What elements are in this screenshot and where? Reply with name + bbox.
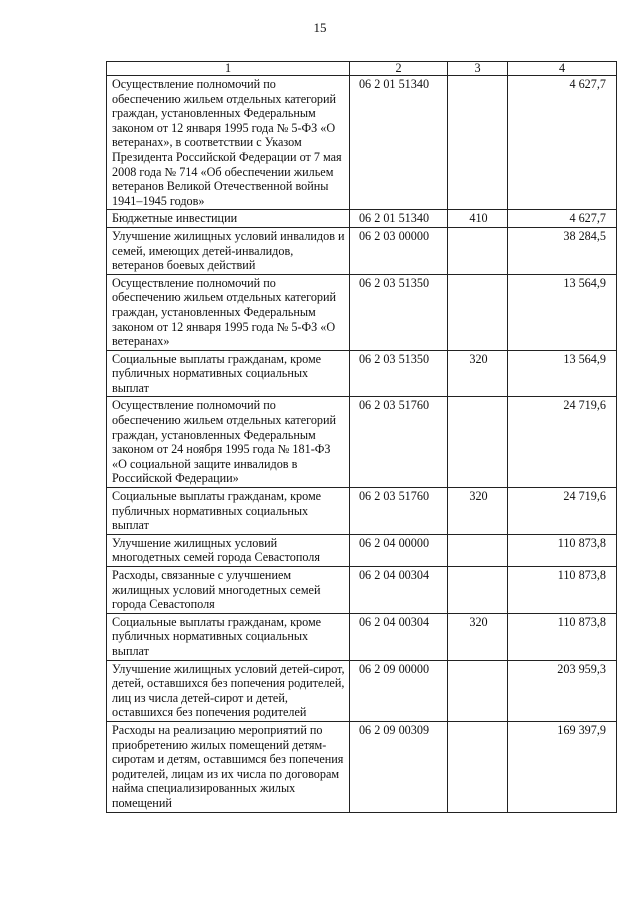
row-amount: 38 284,5 — [508, 227, 617, 274]
row-expense-type — [448, 76, 508, 210]
table-row — [107, 227, 617, 274]
row-expense-type: 410 — [448, 210, 508, 228]
table-row — [107, 274, 617, 350]
budget-table — [106, 61, 617, 813]
row-name: Осуществление полномочий по обеспечению жильем отдельных категорий граждан, установленных Федеральным законом от 12 января 1995 года № 5-ФЗ «О ветеранах», в соответствии с Указом Президента Российской Федерации от 7 мая 2008 года № 714 «Об обеспечении жильем ветеранов Великой Отечественной войны 1941–1945 годов» — [107, 76, 350, 210]
row-code: 06 2 01 51340 — [350, 210, 448, 228]
row-code: 06 2 09 00309 — [350, 721, 448, 812]
table-row — [107, 567, 617, 614]
row-amount: 13 564,9 — [508, 350, 617, 397]
row-expense-type — [448, 567, 508, 614]
table-row — [107, 488, 617, 535]
row-amount: 110 873,8 — [508, 613, 617, 660]
table-row — [107, 76, 617, 210]
table-row — [107, 534, 617, 566]
table-row — [107, 721, 617, 812]
row-code: 06 2 04 00304 — [350, 567, 448, 614]
row-name: Расходы, связанные с улучшением жилищных условий многодетных семей города Севастополя — [107, 567, 350, 614]
row-amount: 13 564,9 — [508, 274, 617, 350]
row-amount: 110 873,8 — [508, 567, 617, 614]
row-amount: 4 627,7 — [508, 210, 617, 228]
row-code: 06 2 04 00000 — [350, 534, 448, 566]
row-amount: 24 719,6 — [508, 397, 617, 488]
column-header-1: 1 — [107, 62, 350, 76]
row-code: 06 2 01 51340 — [350, 76, 448, 210]
row-name: Улучшение жилищных условий инвалидов и семей, имеющих детей-инвалидов, ветеранов боевых действий — [107, 227, 350, 274]
row-amount: 4 627,7 — [508, 76, 617, 210]
row-name: Социальные выплаты гражданам, кроме публичных нормативных социальных выплат — [107, 613, 350, 660]
row-code: 06 2 03 51760 — [350, 397, 448, 488]
table-header-row — [107, 62, 617, 76]
row-expense-type — [448, 397, 508, 488]
row-amount: 203 959,3 — [508, 660, 617, 721]
row-code: 06 2 03 00000 — [350, 227, 448, 274]
table-row — [107, 350, 617, 397]
row-name: Расходы на реализацию мероприятий по приобретению жилых помещений детям-сиротам и детям, оставшимся без попечения родителей, лицам из их числа по договорам найма специализированных жилых помещений — [107, 721, 350, 812]
column-header-2: 2 — [350, 62, 448, 76]
row-expense-type — [448, 274, 508, 350]
column-header-4: 4 — [508, 62, 617, 76]
row-name: Осуществление полномочий по обеспечению жильем отдельных категорий граждан, установленных Федеральным законом от 24 ноября 1995 года № 181-ФЗ «О социальной защите инвалидов в Российской Федерации» — [107, 397, 350, 488]
table-row — [107, 397, 617, 488]
row-name: Социальные выплаты гражданам, кроме публичных нормативных социальных выплат — [107, 488, 350, 535]
row-code: 06 2 09 00000 — [350, 660, 448, 721]
table-row — [107, 210, 617, 228]
column-header-3: 3 — [448, 62, 508, 76]
row-code: 06 2 04 00304 — [350, 613, 448, 660]
row-expense-type — [448, 534, 508, 566]
row-name: Осуществление полномочий по обеспечению жильем отдельных категорий граждан, установленных Федеральным законом от 12 января 1995 года № 5-ФЗ «О ветеранах» — [107, 274, 350, 350]
row-name: Улучшение жилищных условий многодетных семей города Севастополя — [107, 534, 350, 566]
row-code: 06 2 03 51350 — [350, 274, 448, 350]
row-name: Социальные выплаты гражданам, кроме публичных нормативных социальных выплат — [107, 350, 350, 397]
row-name: Улучшение жилищных условий детей-сирот, детей, оставшихся без попечения родителей, лиц из числа детей-сирот и детей, оставшихся без попечения родителей — [107, 660, 350, 721]
row-code: 06 2 03 51350 — [350, 350, 448, 397]
row-expense-type: 320 — [448, 488, 508, 535]
row-amount: 110 873,8 — [508, 534, 617, 566]
row-expense-type — [448, 721, 508, 812]
table-row — [107, 613, 617, 660]
row-expense-type — [448, 660, 508, 721]
table-row — [107, 660, 617, 721]
row-amount: 169 397,9 — [508, 721, 617, 812]
row-code: 06 2 03 51760 — [350, 488, 448, 535]
row-amount: 24 719,6 — [508, 488, 617, 535]
page-number: 15 — [313, 20, 327, 35]
row-expense-type: 320 — [448, 613, 508, 660]
row-expense-type: 320 — [448, 350, 508, 397]
row-name: Бюджетные инвестиции — [107, 210, 350, 228]
row-expense-type — [448, 227, 508, 274]
